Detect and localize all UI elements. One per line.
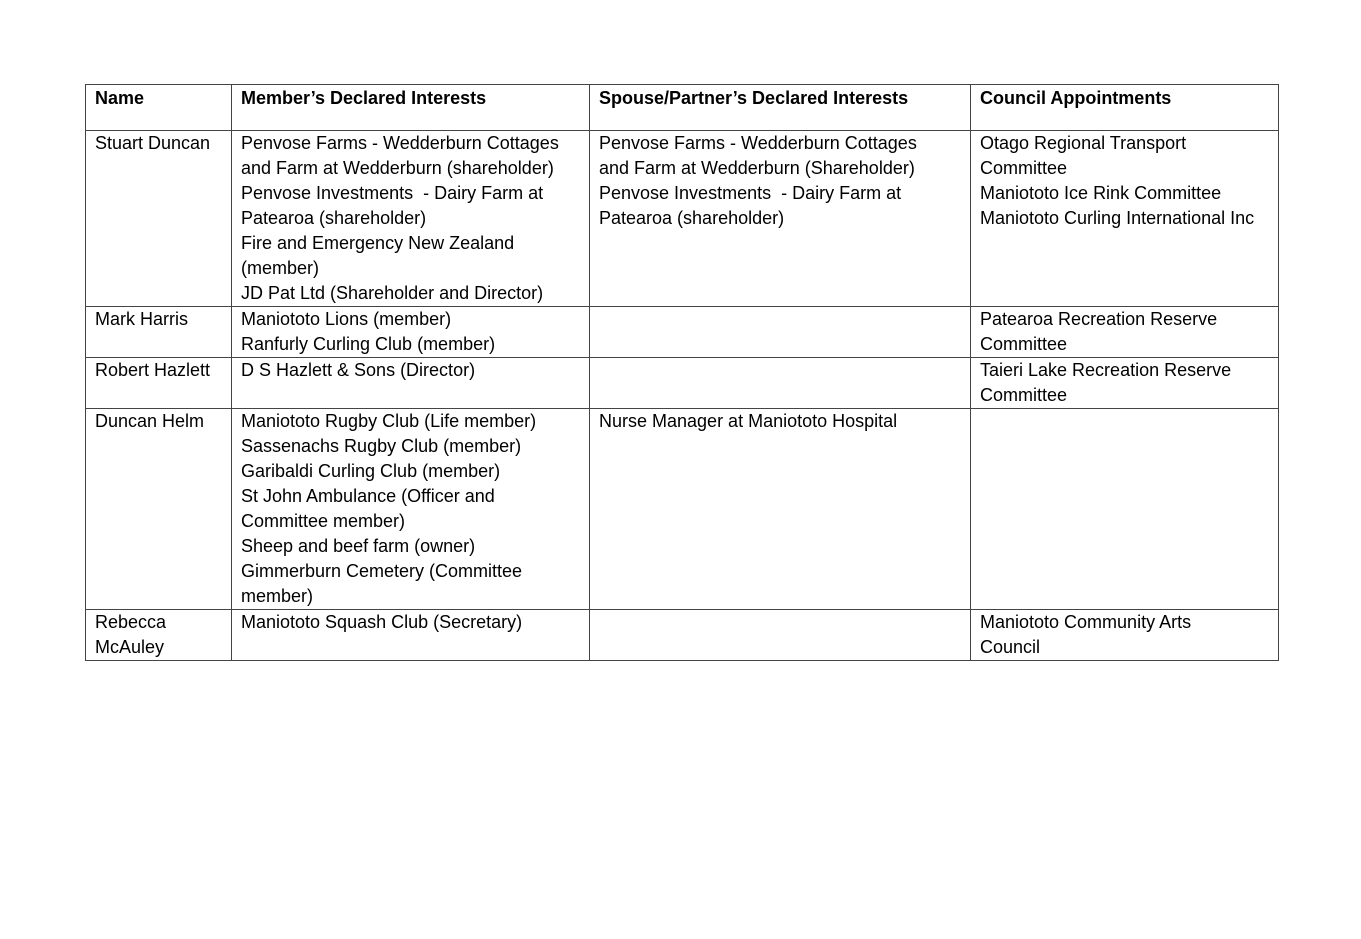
cell-council-appointments bbox=[971, 131, 1279, 307]
cell-line: and Farm at Wedderburn (shareholder) bbox=[241, 158, 554, 178]
table-row bbox=[86, 610, 1279, 661]
cell-line: member) bbox=[241, 586, 314, 606]
cell-line: Committee bbox=[980, 158, 1068, 178]
cell-line: Robert Hazlett bbox=[95, 360, 211, 380]
cell-member-interests bbox=[232, 131, 590, 307]
cell-line: McAuley bbox=[95, 637, 165, 657]
cell-council-appointments bbox=[971, 409, 1279, 610]
cell-line: Penvose Investments - Dairy Farm at bbox=[599, 183, 902, 203]
cell-line: Stuart Duncan bbox=[95, 133, 211, 153]
cell-line: Patearoa (shareholder) bbox=[599, 208, 785, 228]
cell-spouse-interests bbox=[590, 610, 971, 661]
cell-member-interests bbox=[232, 610, 590, 661]
cell-line: D S Hazlett & Sons (Director) bbox=[241, 360, 476, 380]
cell-name bbox=[86, 409, 232, 610]
cell-line: Penvose Investments - Dairy Farm at bbox=[241, 183, 544, 203]
cell-spouse-interests bbox=[590, 358, 971, 409]
cell-line: JD Pat Ltd (Shareholder and Director) bbox=[241, 283, 544, 303]
cell-line: Ranfurly Curling Club (member) bbox=[241, 334, 496, 354]
cell-line: Maniototo Rugby Club (Life member) bbox=[241, 411, 537, 431]
cell-spouse-interests bbox=[590, 307, 971, 358]
declared-interests-table bbox=[85, 84, 1279, 661]
cell-line: Taieri Lake Recreation Reserve bbox=[980, 360, 1232, 380]
cell-member-interests bbox=[232, 307, 590, 358]
cell-line: Committee member) bbox=[241, 511, 406, 531]
cell-line: Duncan Helm bbox=[95, 411, 205, 431]
cell-line: Maniototo Squash Club (Secretary) bbox=[241, 612, 523, 632]
cell-line: Nurse Manager at Maniototo Hospital bbox=[599, 411, 898, 431]
cell-line: Committee bbox=[980, 385, 1068, 405]
header-member-interests: Member’s Declared Interests bbox=[232, 85, 590, 131]
cell-line: Maniototo Lions (member) bbox=[241, 309, 452, 329]
header-council-appointments: Council Appointments bbox=[971, 85, 1279, 131]
cell-line: Penvose Farms - Wedderburn Cottages bbox=[599, 133, 917, 153]
cell-line: Garibaldi Curling Club (member) bbox=[241, 461, 501, 481]
header-spouse-interests: Spouse/Partner’s Declared Interests bbox=[590, 85, 971, 131]
cell-line: Maniototo Ice Rink Committee bbox=[980, 183, 1222, 203]
cell-name bbox=[86, 307, 232, 358]
cell-line: Maniototo Community Arts bbox=[980, 612, 1192, 632]
cell-member-interests bbox=[232, 358, 590, 409]
cell-line: Mark Harris bbox=[95, 309, 188, 329]
table-row bbox=[86, 409, 1279, 610]
cell-line: (member) bbox=[241, 258, 320, 278]
cell-line: and Farm at Wedderburn (Shareholder) bbox=[599, 158, 915, 178]
cell-line: Maniototo Curling International Inc bbox=[980, 208, 1255, 228]
table-row bbox=[86, 131, 1279, 307]
cell-name bbox=[86, 358, 232, 409]
cell-spouse-interests bbox=[590, 131, 971, 307]
cell-line: Otago Regional Transport bbox=[980, 133, 1187, 153]
cell-line: Rebecca bbox=[95, 612, 167, 632]
cell-line: Penvose Farms - Wedderburn Cottages bbox=[241, 133, 559, 153]
cell-line: Council bbox=[980, 637, 1041, 657]
cell-line: Patearoa (shareholder) bbox=[241, 208, 427, 228]
table-row bbox=[86, 307, 1279, 358]
header-name: Name bbox=[86, 85, 232, 131]
cell-line: Gimmerburn Cemetery (Committee bbox=[241, 561, 523, 581]
cell-line: Sassenachs Rugby Club (member) bbox=[241, 436, 522, 456]
cell-council-appointments bbox=[971, 610, 1279, 661]
cell-line: Committee bbox=[980, 334, 1068, 354]
cell-line: Patearoa Recreation Reserve bbox=[980, 309, 1218, 329]
cell-council-appointments bbox=[971, 358, 1279, 409]
table-header-row bbox=[86, 85, 1279, 131]
cell-name bbox=[86, 131, 232, 307]
cell-council-appointments bbox=[971, 307, 1279, 358]
cell-line: Fire and Emergency New Zealand bbox=[241, 233, 515, 253]
cell-spouse-interests bbox=[590, 409, 971, 610]
cell-line: Sheep and beef farm (owner) bbox=[241, 536, 476, 556]
cell-name bbox=[86, 610, 232, 661]
cell-line: St John Ambulance (Officer and bbox=[241, 486, 495, 506]
cell-member-interests bbox=[232, 409, 590, 610]
table-row bbox=[86, 358, 1279, 409]
